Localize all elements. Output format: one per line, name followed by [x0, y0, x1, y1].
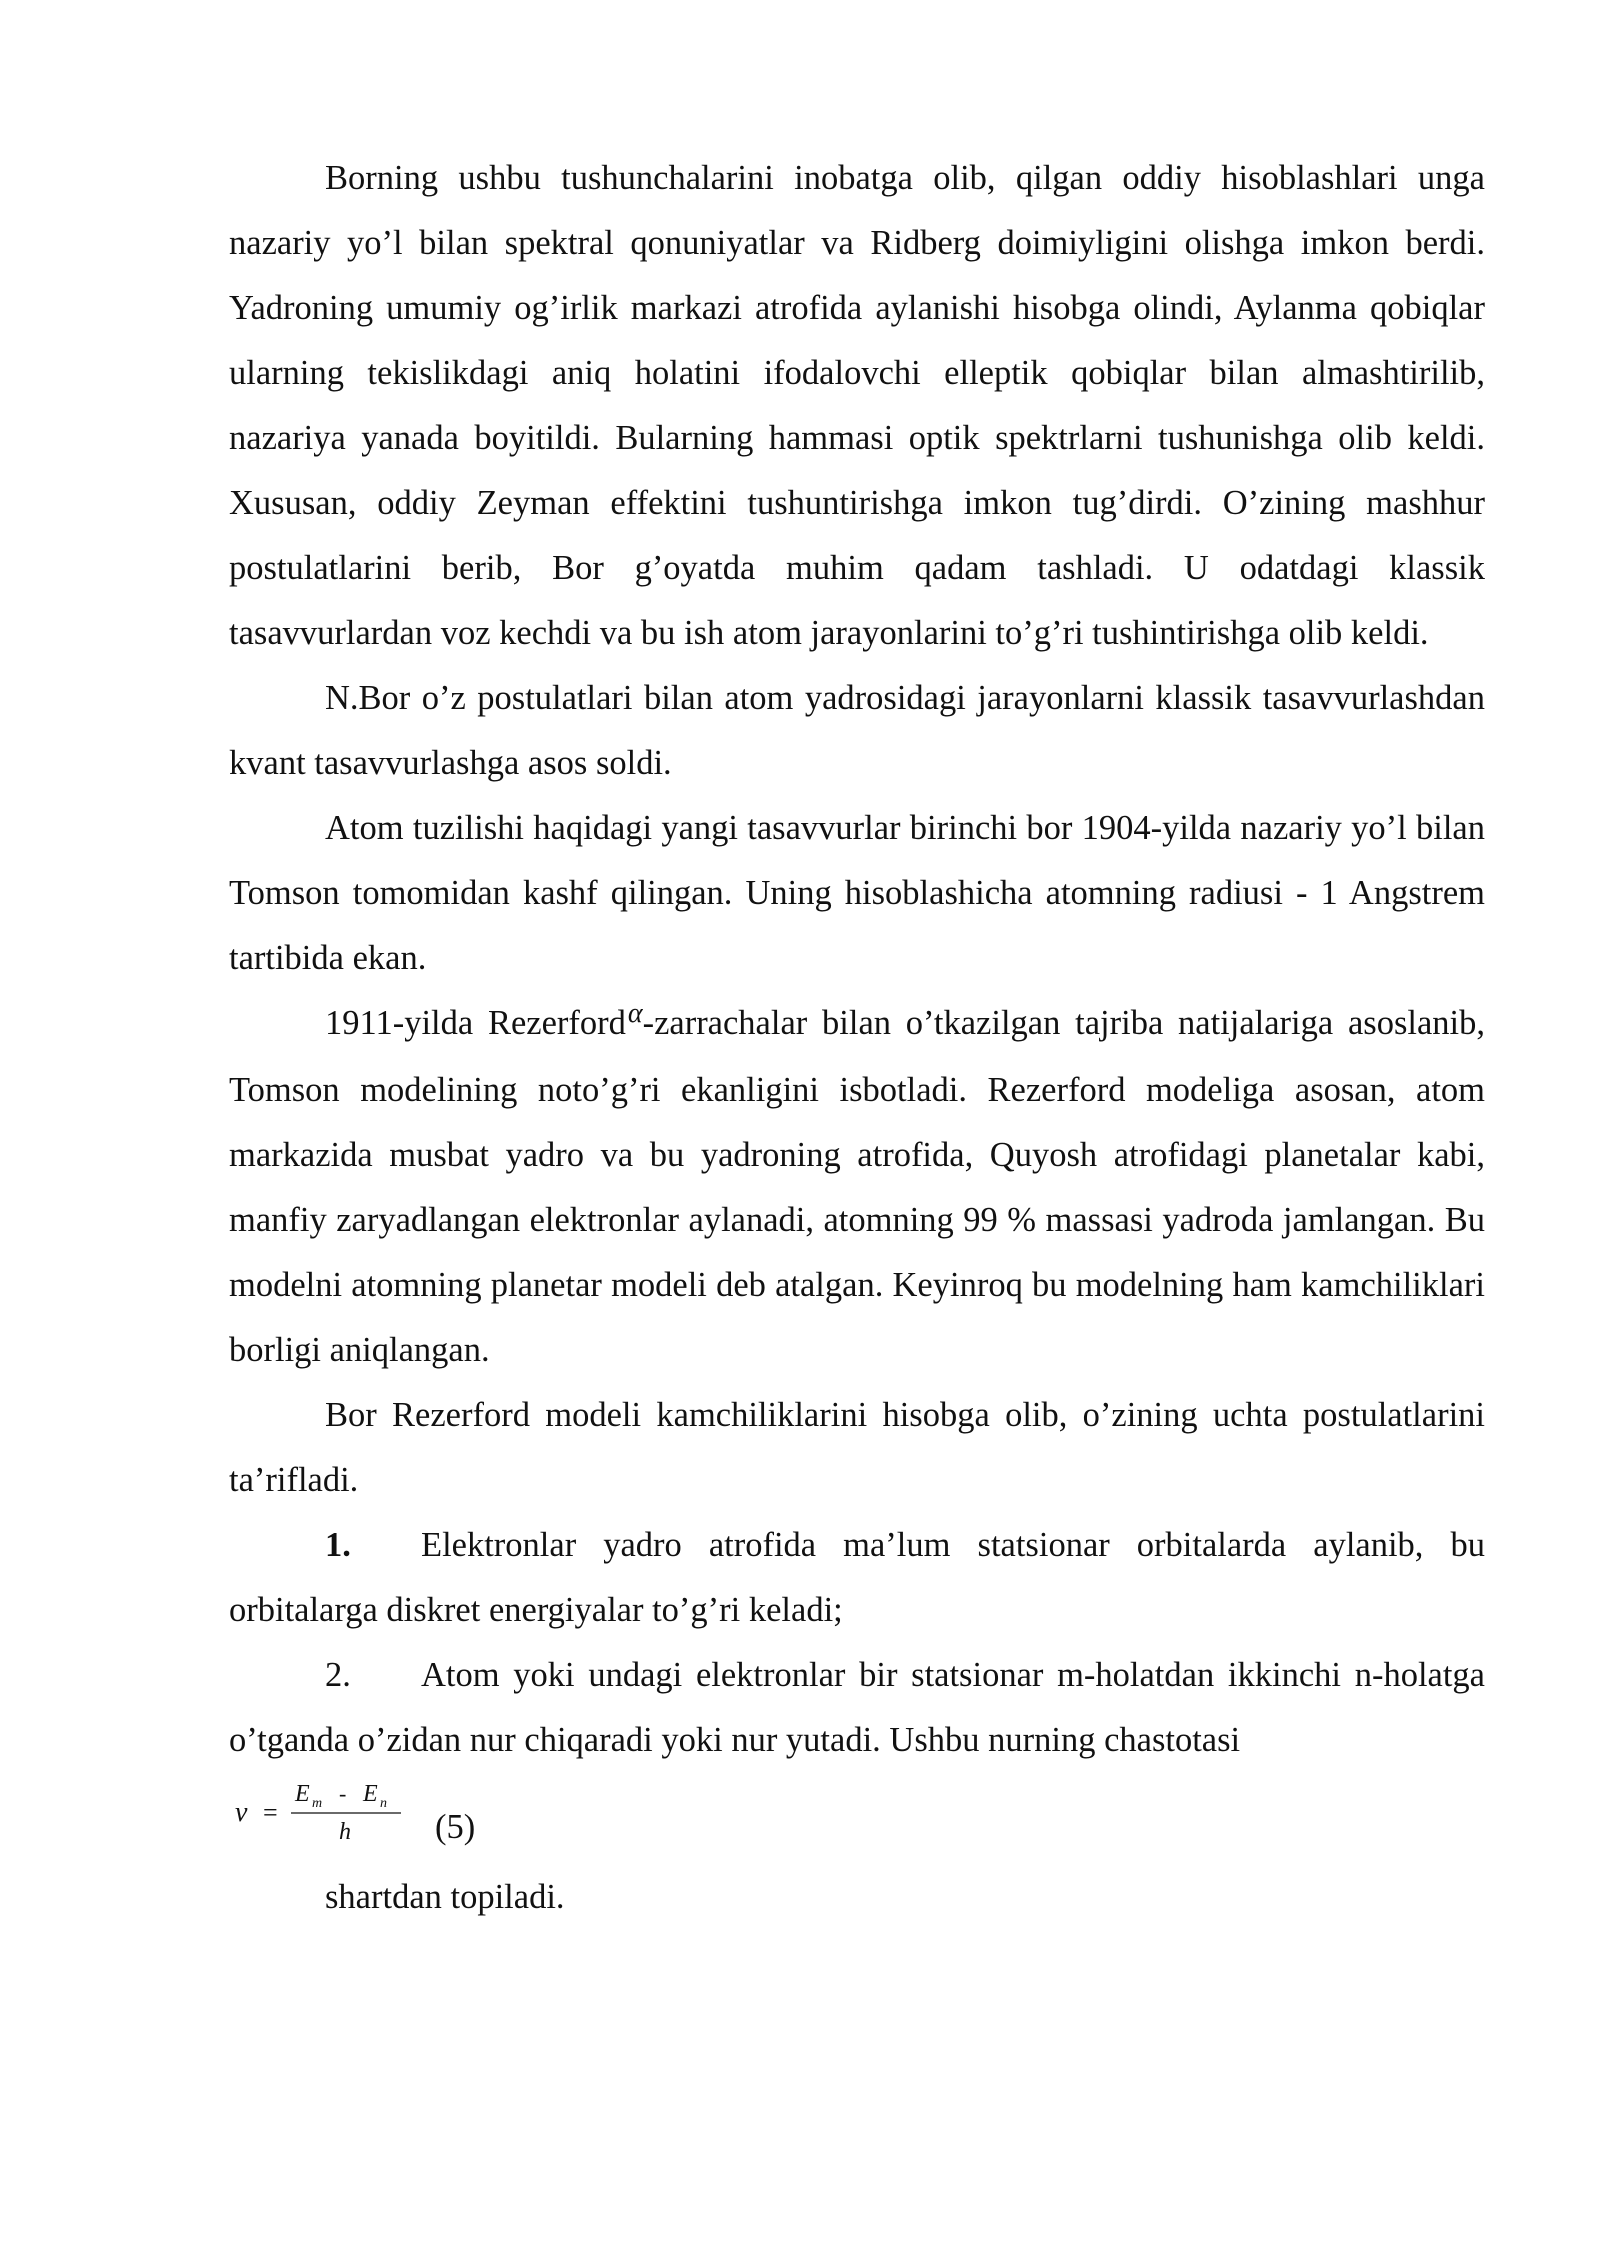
paragraph-4-rest: -zarrachalar bilan o’tkazilgan tajriba natijalariga asoslanib, Tomson modelining noto’g’ri ekanligini isbotladi. Rezerford modeliga asosan, atom markazida musbat yadro va bu yadroning atrofida, Quyosh atrofidagi planetalar kabi, manfiy zaryadlangan elektronlar aylanadi, atomning 99 % massasi yadroda jamlangan. Bu modelni atomning planetar modeli deb atalgan. Keyinroq bu modelning ham kamchiliklari borligi aniqlangan. — [229, 1004, 1485, 1369]
alpha-symbol: α — [627, 998, 643, 1029]
paragraph-4 — [229, 991, 1485, 1383]
postulate-2-text: Atom yoki undagi elektronlar bir statsionar m-holatdan ikkinchi n-holatga o’tganda o’zidan nur chiqaradi yoki nur yutadi. Ushbu nurning chastotasi — [229, 1656, 1485, 1759]
formula-h: h — [339, 1819, 351, 1845]
formula-e-n: E — [363, 1781, 378, 1807]
formula-nu: ν — [235, 1797, 248, 1828]
postulate-2 — [229, 1643, 1485, 1773]
formula-row — [229, 1773, 1485, 1865]
paragraph-2: N.Bor o’z postulatlari bilan atom yadrosidagi jarayonlarni klassik tasavvurlashdan kvant tasavvurlashga asos soldi. — [229, 679, 1485, 782]
equation-number: (5) — [435, 1808, 476, 1846]
paragraph-3: Atom tuzilishi haqidagi yangi tasavvurlar birinchi bor 1904-yilda nazariy yo’l bilan Tomson tomomidan kashf qilingan. Uning hisoblashicha atomning radiusi - 1 Angstrem tartibida ekan. — [229, 809, 1485, 977]
closing-line: shartdan topiladi. — [325, 1878, 565, 1916]
paragraph-1: Borning ushbu tushunchalarini inobatga olib, qilgan oddiy hisoblashlari unga nazariy yo’l bilan spektral qonuniyatlar va Ridberg doimiyligini olishga imkon berdi. Yadroning umumiy og’irlik markazi atrofida aylanishi hisobga olindi, Aylanma qobiqlar ularning tekislikdagi aniq holatini ifodalovchi elleptik qobiqlar bilan almashtirilib, nazariya yanada boyitildi. Bularning hammasi optik spektrlarni tushunishga olib keldi. Xususan, oddiy Zeyman effektini tushuntirishga imkon tug’dirdi. O’zining mashhur postulatlarini berib, Bor g’oyatda muhim qadam tashladi. U odatdagi klassik tasavvurlardan voz kechdi va bu ish atom jarayonlarini to’g’ri tushintirishga olib keldi. — [229, 159, 1485, 652]
postulate-1 — [229, 1513, 1485, 1643]
formula-e-m: E — [295, 1781, 310, 1807]
postulate-2-number: 2. — [325, 1656, 351, 1694]
formula-equals: = — [263, 1798, 278, 1827]
postulate-1-text: Elektronlar yadro atrofida ma’lum statsionar orbitalarda aylanib, bu orbitalarga diskret energiyalar to’g’ri keladi; — [229, 1526, 1485, 1629]
paragraph-5: Bor Rezerford modeli kamchiliklarini hisobga olib, o’zining uchta postulatlarini ta’rifladi. — [229, 1396, 1485, 1499]
formula-minus: - — [339, 1781, 347, 1806]
formula-sub-n: n — [380, 1796, 387, 1811]
formula-sub-m: m — [312, 1796, 323, 1811]
document-page — [229, 146, 1485, 1930]
postulate-1-number: 1. — [325, 1526, 351, 1564]
paragraph-4-start: 1911-yilda Rezerford — [325, 1004, 626, 1042]
